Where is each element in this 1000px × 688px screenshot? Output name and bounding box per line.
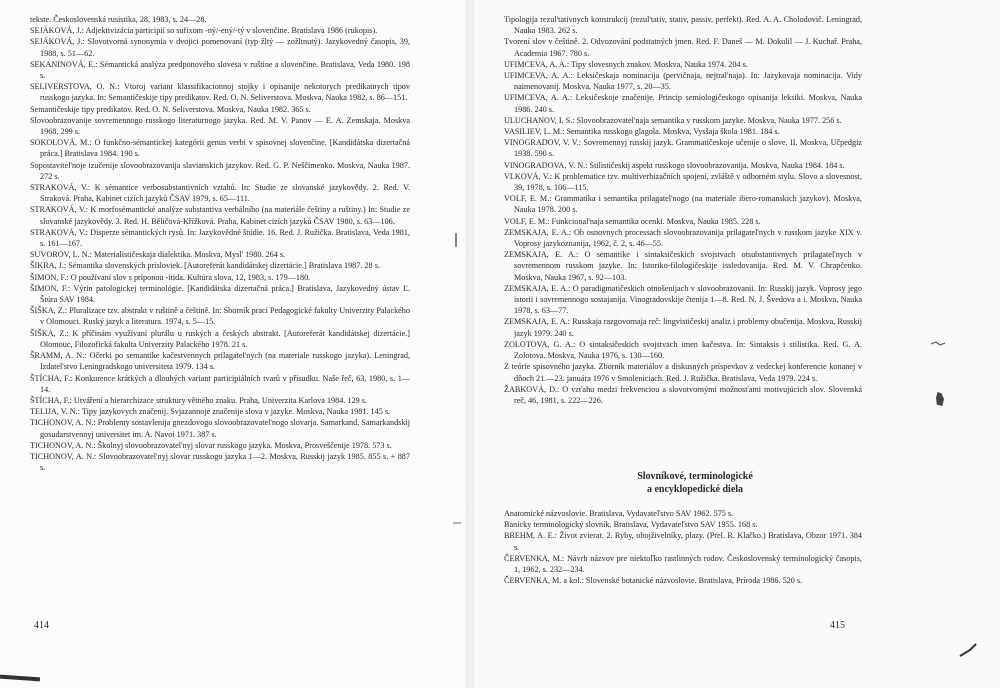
bibliography-entry: UFIMCEVA, A. A.: Tipy slovesnych znakov. Moskva, Nauka 1974. 204 s. bbox=[504, 59, 748, 69]
bibliography-entry: ZEMSKAJA, E. A.: Russkaja razgovornaja reč: lingvističeskij analiz i problemy obučenija. Moskva, Russkij jazyk 1979. 240 s. bbox=[504, 317, 862, 338]
bibliography-entry: UFIMCEVA, A. A.: Leksičeskaja nominacija (pervičnaja, nejtral'naja). In: Jazykovaja nominacija. Vidy naimenovanij. Moskva, Nauka 1977, s. 20—35. bbox=[504, 71, 862, 92]
bibliography-entry: Sopostavitel'noje izučenije slovoobrazovanija slavianskich jazykov. Red. G. P. Neščimenko. Moskva, Nauka 1987. 272 s. bbox=[30, 160, 410, 181]
bibliography-entry: ŠIŠKA, Z.: K příčinám využívaní plurálu u ruských a českých abstrakt. [Autoreferát kandidátskej dizertácie.] Olomouc, Filozofická fakulta Univerzity Palackého 1978. 21 s. bbox=[30, 328, 410, 349]
section-heading-line-1: Slovníkové, terminologické bbox=[637, 471, 753, 482]
right-bibliography-list bbox=[504, 14, 862, 406]
bibliography-entry: Semantičeskije tipy predikatov. Red. O. N. Seliverstova. Moskva, Nauka 1982. 365 s. bbox=[30, 104, 311, 114]
bibliography-entry: BREHM, A. E.: Život zvierat. 2. Ryby, obojživelníky, plazy. (Prel. R. Klačko.) Bratislava, Obzor 1971. 384 s. bbox=[504, 531, 862, 552]
bibliography-entry: ULUCHANOV, I. S.: Slovoobrazovatel'naja semantika v russkom jazyke. Moskva, Nauka 1977. 256 s. bbox=[504, 115, 842, 125]
bibliography-entry: SEKANINOVÁ, E.: Sémantická analýza predponového slovesa v ruštine a slovenčine. Bratislava, Veda 1980. 198 s. bbox=[30, 59, 410, 81]
bibliography-entry: ČERVENKA, M.: Návrh názvov pre niektoľko rastlinných rodov. Československý terminologický časopis, 1, 1962, s. 232—234. bbox=[504, 553, 862, 575]
bibliography-entry: ŠIMON, F.: Výrin patologickej terminológie. [Kandidátska dizertačná práca.] Bratislava, Jazykovedný ústav Ľ. Štúra SAV 1984. bbox=[30, 283, 410, 305]
bibliography-entry: STRAKOVÁ, V.: Disperze sémantických rysů. In: Jazykovědné štúdie. 16. Red. J. Ružička. Bratislava, Veda 1981, s. 161—167. bbox=[30, 227, 410, 249]
bibliography-entry: ŠTÍCHA, F.: Utváření a hierarchizace struktury větného znaku. Praha, Univerzita Karlova 1984. 129 s. bbox=[30, 395, 367, 405]
margin-bar-mark bbox=[455, 233, 457, 247]
bibliography-entry: ZEMSKAJA, E. A.: Ob osnovnych processach slovoobrazovanija prilagatel'nych v russkom jazyke XIX v. Voprosy jazykoznanija, 1962, č. 2, s. 46—55. bbox=[504, 227, 862, 249]
bibliography-entry: VINOGRADOV, V. V.: Sovremennyj russkij jazyk. Grammatičeskoje učenije o slove. II. Moskva, Učpedgiz 1938. 590 s. bbox=[504, 138, 862, 159]
section-heading-line-2: a encyklopedické diela bbox=[646, 484, 744, 495]
bibliography-entry: SUVOROV, L. N.: Materialističeskaja dialektika. Moskva, Mysl' 1980. 264 s. bbox=[30, 250, 286, 260]
bibliography-entry: Slovoobrazovanije sovremennogo russkogo literaturnogo jazyka. Red. M. V. Panov — E. A. Zemskaja. Moskva 1968. 299 s. bbox=[30, 115, 410, 137]
bibliography-entry: SEJÁKOVÁ, J.: Adjektivizácia participií so sufixom -ný/-ený/-tý v slovenčine. Bratislava 1986 (rukopis). bbox=[30, 26, 378, 36]
bibliography-entry: TICHONOV, A. N.: Školnyj slovoobrazovatel'nyj slovar russkogo jazyka. Moskva, Prosveščenije 1978. 573 s. bbox=[30, 440, 392, 450]
bibliography-entry: SOKOLOVÁ, M.: O funkčno-sémantickej kategórii genus verbi v spisovnej slovenčine. [Kandidátska dizertačná práca.] Bratislava 1984. 190 s. bbox=[30, 138, 410, 159]
bibliography-entry: ZOLOTOVA, G. A.: O sintaksičeskich svojstvach imen kačestva. In: Sintaksis i stilistika. Red. G. A. Zolotova. Moskva, Nauka 1976, s. 130—160. bbox=[504, 339, 862, 361]
bibliography-entry: TELIJA, V. N.: Tipy jazykovych značenij. Svjazannoje značenije slova v jazyke. Moskva, Nauka 1981. 145 s. bbox=[30, 407, 391, 417]
corner-stroke-mark bbox=[958, 642, 978, 658]
bibliography-entry: STRAKOVÁ, V.: K sémantice verbosubstantivních vztahů. In: Studie ze slovanské jazykovědy. 2. Red. V. Straková. Praha, Kabinet cizích jazyků ČSAV 1979, s. 65—111. bbox=[30, 183, 410, 204]
left-bibliography-list bbox=[30, 14, 410, 473]
bibliography-entry: Banícky terminologický slovník. Bratislava, Vydavateľstvo SAV 1955. 168 s. bbox=[504, 520, 758, 530]
small-tick-mark bbox=[452, 520, 462, 526]
left-page-number: 414 bbox=[34, 620, 49, 631]
bibliography-entry: VOLF, E. M.: Funkcional'naja semantika ocenki. Moskva, Nauka 1985. 228 s. bbox=[504, 216, 761, 226]
bibliography-entry: TICHONOV, A. N.: Slovoobrazovatel'nyj slovar russkogo jazyka 1—2. Moskva, Russkij jazyk 1985. 855 s. + 887 s. bbox=[30, 451, 410, 473]
bibliography-entry: TICHONOV, A. N.: Problemy sostavlenija gnezdovogo slovoobrazovatel'nogo slovarja. Samarkand, Samarkandskij gosudarstvennyj universitet im. A. Navoi 1971. 387 s. bbox=[30, 418, 410, 439]
right-page-number: 415 bbox=[830, 620, 845, 631]
bibliography-entry: Tvorení slov v češtině. 2. Odvozování podstatných jmen. Red. F. Daneš — M. Dokulil — J. Kuchař. Praha, Academia 1967. 780 s. bbox=[504, 37, 862, 58]
bibliography-entry: SELIVERSTOVA, O. N.: Vtoroj variant klassifikacionnoj stojky i opisanije nekotorych predikatnych tipov russkogo jazyka. In: Semantičeskije tipy predikatov. Red. O. N. Seliverstova. Moskva, Nauka 1982, s. 86—151. bbox=[30, 82, 410, 103]
bibliography-entry: Z teórie spisovného jazyka. Zborník materiálov a diskusných príspevkov z vedeckej konferencie konanej v dňoch 21.—23. januára 1976 v Smoleniciach. Red. J. Ružička. Bratislava, Veda 1979. 224 s. bbox=[504, 362, 862, 383]
section-heading bbox=[560, 470, 830, 496]
bibliography-entry: ČERVENKA, M. a kol.: Slovenské botanické názvoslovie. Bratislava, Príroda 1986. 520 s. bbox=[504, 576, 803, 586]
bibliography-entry: tekste. Československá rusistika, 28, 1983, s. 24—28. bbox=[30, 15, 207, 24]
book-gutter bbox=[466, 0, 474, 688]
bibliography-entry: ZEMSKAJA, E. A.: O paradigmatičeskich otnošenijach v slovoobrazovanii. In: Russkij jazyk. Voprosy jego istorii i sovremennogo sostajanija. Vinogradovskije čtenija 1—8. Red. N. J. Švedova a i. Moskva, Nauka 1978, s. 63—77. bbox=[504, 283, 862, 316]
bibliography-entry: Tipologija rezul'tativnych konstrukcij (rezul'tativ, stativ, passiv, perfekt). Red. A. A. Cholodovič. Leningrad, Nauka 1983. 262 s. bbox=[504, 15, 862, 36]
dictionary-works-list bbox=[504, 508, 862, 586]
bibliography-entry: VLKOVÁ, V.: K problematice tzv. multiverbizačních spojení, zvláště v odborném stylu. Slovo a slovesnost, 39, 1978, s. 106—115. bbox=[504, 171, 862, 193]
bibliography-entry: ŠRAMM, A. N.: Očerki po semantike kačestvennych prilagatel'nych (na materiale russkogo jazyka). Leningrad, Izdatel'stvo Leningradskogo universiteta 1979. 134 s. bbox=[30, 351, 410, 372]
bibliography-entry: ŠIKRA, J.: Sémantika slovenských prísloviek. [Autoreferát kandidátskej dizertácie.] Bratislava 1987. 28 s. bbox=[30, 261, 380, 271]
bibliography-entry: ŽABKOVÁ, D.: O vzťahu medzi frekvenciou a slovotvornými možnosťami motivujúcich slov. Slovenská reč, 46, 1981, s. 222—226. bbox=[504, 384, 862, 405]
bibliography-entry: VINOGRADOVA, V. N.: Stilističeskij aspekt russkogo slovoobrazovanija. Moskva, Nauka 1984. 184 s. bbox=[504, 160, 845, 170]
bibliography-entry: SEJÁKOVÁ, J.: Slovotvorná synonymia v dvojici pomenovaní (typ žltý — zožltnutý). Jazykovedný časopis, 39, 1988, s. 51—62. bbox=[30, 37, 410, 58]
bibliography-entry: ŠIMON, F.: O používaní slov s príponou -itida. Kultúra slova, 12, 1983, s. 179—180. bbox=[30, 272, 311, 282]
pencil-scribble-mark bbox=[930, 338, 946, 350]
bibliography-entry: VOLF, E. M.: Grammatika i semantika prilagatel'nogo (na materiale ibero-romanskich jazykov). Moskva, Nauka 1978. 200 s. bbox=[504, 194, 862, 215]
bibliography-entry: ŠTÍCHA, F.: Konkurence krátkých a dlouhých variant participiálních tvarů v přísudku. Naše řeč, 63, 1980, s. 1—14. bbox=[30, 373, 410, 394]
bibliography-entry: ZEMSKAJA, E. A.: O semantike i sintaksičeskich svojstvach otsubstantivnych prilagatel'nych v sovremennom russkom jazyke. In: Istoriko-filologičeskije issledovanija. Red. M. V. Chrapčenko. Moskva, Nauka 1967, s. 92—103. bbox=[504, 250, 862, 282]
bibliography-entry: UFIMCEVA, A. A.: Leksičeskoje značenije. Princip semiologičeskogo opisanija leksiki. Moskva, Nauka 1986. 240 s. bbox=[504, 93, 862, 114]
bibliography-entry: Anatomické názvoslovie. Bratislava, Vydavateľstvo SAV 1962. 575 s. bbox=[504, 509, 734, 518]
bibliography-entry: STRAKOVÁ, V.: K morfosémantické analýze substantiva verbálního (na materiále češtiny a ruštiny.) In: Studie ze slovanské jazykovědy. 3. Red. H. Běličová-Křížková. Praha, Kabinet cizích jazyků ČSAV 1980, s. 63—106. bbox=[30, 205, 410, 226]
bibliography-entry: VASILIEV, L. M.: Semantika russkogo glagola. Moskva, Vysšaja škola 1981. 184 s. bbox=[504, 127, 780, 137]
bibliography-entry: ŠIŠKA, Z.: Pluralizace tzv. abstrakt v ruštině a češtině. In: Sborník prací Pedagogické fakulty Univerzity Palackého v Olomouci. Ruský jazyk a literatura. 1974, s. 5—15. bbox=[30, 306, 410, 327]
